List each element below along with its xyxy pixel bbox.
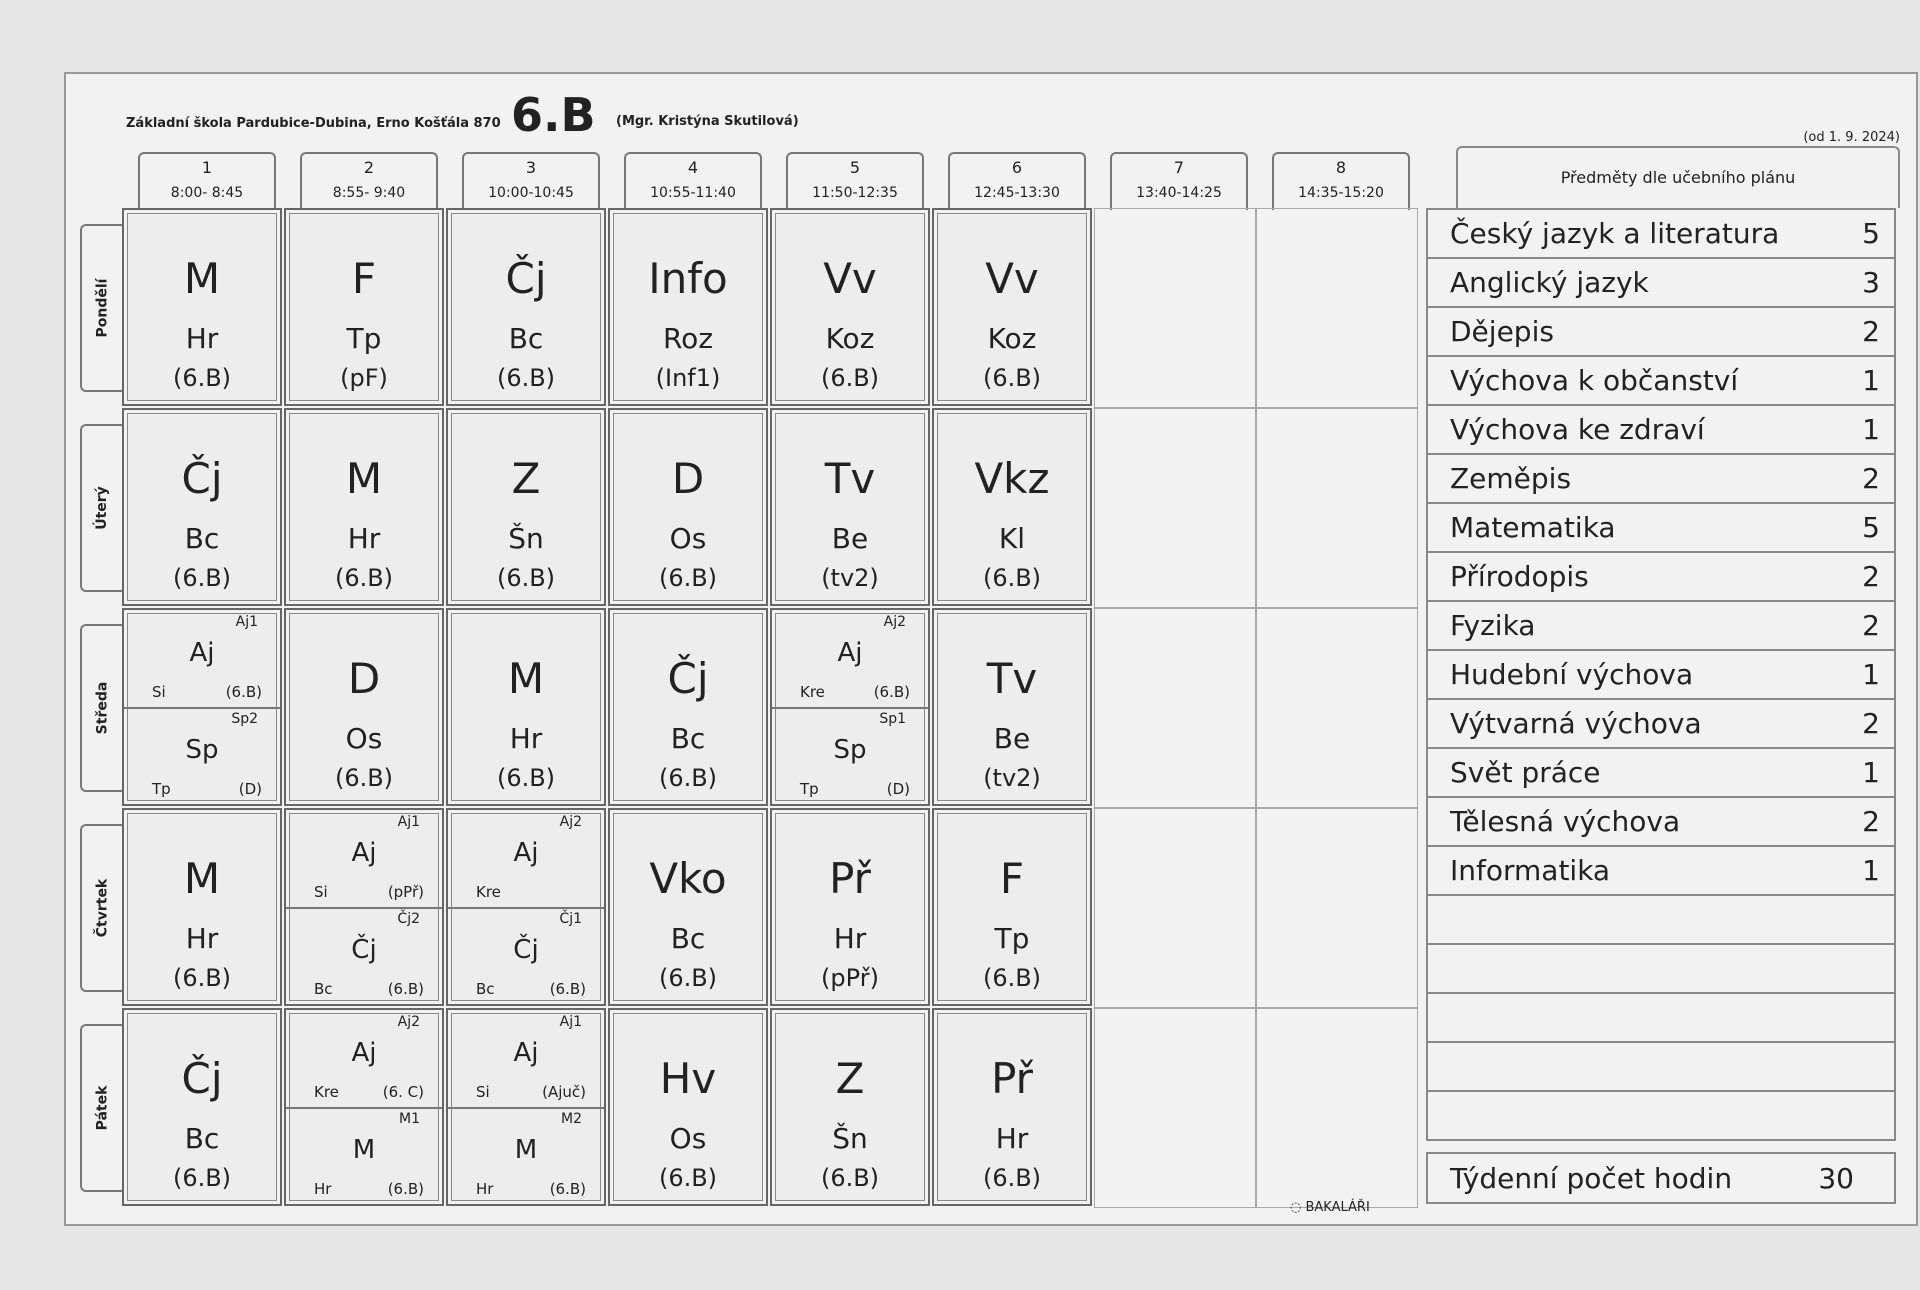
lesson-tue-1: Čj Bc (6.B)	[122, 408, 282, 606]
lesson-fri-6: Př Hr (6.B)	[932, 1008, 1092, 1206]
lesson-wed-1-group-b: Sp2 Sp Tp (D)	[152, 711, 262, 798]
timetable-sheet	[64, 72, 1918, 1226]
lesson-fri-3-group-a: Aj1 Aj Si (Ajuč)	[448, 1010, 604, 1109]
lesson-wed-2: D Os (6.B)	[284, 608, 444, 806]
empty-slot	[1094, 808, 1256, 1008]
subject-row: Tělesná výchova 2	[1426, 798, 1896, 847]
subject-row: Hudební výchova 1	[1426, 651, 1896, 700]
lesson-fri-2-group-b: M1 M Hr (6.B)	[314, 1111, 424, 1198]
lesson-thu-1: M Hr (6.B)	[122, 808, 282, 1006]
lesson-mon-6: Vv Koz (6.B)	[932, 208, 1092, 406]
lesson-wed-6: Tv Be (tv2)	[932, 608, 1092, 806]
class-name: 6.B	[511, 88, 596, 142]
lesson-wed-5-group-a: Aj2 Aj Kre (6.B)	[772, 610, 928, 709]
day-label-tuesday: Úterý	[80, 424, 122, 592]
empty-slot	[1094, 608, 1256, 808]
timetable-grid	[122, 208, 1418, 1208]
day-label-thursday: Čtvrtek	[80, 824, 122, 992]
subject-row-empty	[1426, 945, 1896, 994]
subject-row: Přírodopis 2	[1426, 553, 1896, 602]
lesson-thu-3-group-a: Aj2 Aj Kre	[448, 810, 604, 909]
subject-row-empty	[1426, 994, 1896, 1043]
subject-row: Fyzika 2	[1426, 602, 1896, 651]
lesson-tue-4: D Os (6.B)	[608, 408, 768, 606]
day-label-friday: Pátek	[80, 1024, 122, 1192]
subject-row: Dějepis 2	[1426, 308, 1896, 357]
subject-row: Svět práce 1	[1426, 749, 1896, 798]
lesson-fri-4: Hv Os (6.B)	[608, 1008, 768, 1206]
lesson-mon-3: Čj Bc (6.B)	[446, 208, 606, 406]
lesson-thu-4: Vko Bc (6.B)	[608, 808, 768, 1006]
subject-row-empty	[1426, 896, 1896, 945]
subject-row: Matematika 5	[1426, 504, 1896, 553]
lesson-tue-6: Vkz Kl (6.B)	[932, 408, 1092, 606]
period-header-4: 4 10:55-11:40	[624, 152, 762, 210]
day-label-monday: Pondělí	[80, 224, 122, 392]
period-header-1: 1 8:00- 8:45	[138, 152, 276, 210]
subject-row: Anglický jazyk 3	[1426, 259, 1896, 308]
subject-row-empty	[1426, 1043, 1896, 1092]
school-name: Základní škola Pardubice-Dubina, Erno Košťála 870	[126, 116, 501, 131]
empty-slot	[1256, 608, 1418, 808]
lesson-wed-5-group-b: Sp1 Sp Tp (D)	[800, 711, 910, 798]
lesson-thu-2-group-a: Aj1 Aj Si (pPř)	[286, 810, 442, 909]
bakalari-logo: ◌ BAKALÁŘI	[1290, 1200, 1370, 1215]
subjects-panel	[1426, 146, 1896, 1208]
lesson-mon-2: F Tp (pF)	[284, 208, 444, 406]
lesson-fri-1: Čj Bc (6.B)	[122, 1008, 282, 1206]
lesson-tue-3: Z Šn (6.B)	[446, 408, 606, 606]
lesson-thu-3-group-b: Čj1 Čj Bc (6.B)	[476, 911, 586, 998]
lesson-wed-1-split	[122, 608, 282, 806]
lesson-fri-2-group-a: Aj2 Aj Kre (6. C)	[286, 1010, 442, 1109]
empty-slot	[1094, 1008, 1256, 1208]
period-header-6: 6 12:45-13:30	[948, 152, 1086, 210]
lesson-fri-2-split	[284, 1008, 444, 1206]
lesson-thu-5: Př Hr (pPř)	[770, 808, 930, 1006]
lesson-wed-3: M Hr (6.B)	[446, 608, 606, 806]
lesson-wed-1-group-a: Aj1 Aj Si (6.B)	[124, 610, 280, 709]
day-label-wednesday: Středa	[80, 624, 122, 792]
empty-slot	[1094, 208, 1256, 408]
empty-slot	[1256, 1008, 1418, 1208]
valid-from: (od 1. 9. 2024)	[1803, 130, 1900, 145]
subject-row: Výtvarná výchova 2	[1426, 700, 1896, 749]
weekly-total: Týdenní počet hodin 30	[1426, 1152, 1896, 1204]
empty-slot	[1256, 208, 1418, 408]
lesson-wed-4: Čj Bc (6.B)	[608, 608, 768, 806]
subject-row-empty	[1426, 1092, 1896, 1141]
period-header-2: 2 8:55- 9:40	[300, 152, 438, 210]
empty-slot	[1094, 408, 1256, 608]
subject-row: Výchova k občanství 1	[1426, 357, 1896, 406]
lesson-mon-4: Info Roz (Inf1)	[608, 208, 768, 406]
lesson-thu-2-group-b: Čj2 Čj Bc (6.B)	[314, 911, 424, 998]
subject-row: Výchova ke zdraví 1	[1426, 406, 1896, 455]
lesson-fri-3-group-b: M2 M Hr (6.B)	[476, 1111, 586, 1198]
lesson-fri-3-split	[446, 1008, 606, 1206]
lesson-thu-2-split	[284, 808, 444, 1006]
lesson-mon-1: M Hr (6.B)	[122, 208, 282, 406]
lesson-fri-5: Z Šn (6.B)	[770, 1008, 930, 1206]
lesson-wed-5-split	[770, 608, 930, 806]
subjects-list	[1426, 208, 1896, 1141]
lesson-mon-5: Vv Koz (6.B)	[770, 208, 930, 406]
lesson-tue-5: Tv Be (tv2)	[770, 408, 930, 606]
subject-row: Český jazyk a literatura 5	[1426, 210, 1896, 259]
lesson-tue-2: M Hr (6.B)	[284, 408, 444, 606]
subject-row: Zeměpis 2	[1426, 455, 1896, 504]
empty-slot	[1256, 808, 1418, 1008]
period-header-8: 8 14:35-15:20	[1272, 152, 1410, 210]
logo-icon: ◌	[1290, 1200, 1302, 1215]
class-teacher: (Mgr. Kristýna Skutilová)	[616, 114, 799, 129]
empty-slot	[1256, 408, 1418, 608]
period-header-3: 3 10:00-10:45	[462, 152, 600, 210]
period-header-7: 7 13:40-14:25	[1110, 152, 1248, 210]
lesson-thu-6: F Tp (6.B)	[932, 808, 1092, 1006]
lesson-thu-3-split	[446, 808, 606, 1006]
subjects-header: Předměty dle učebního plánu	[1456, 146, 1900, 208]
subject-row: Informatika 1	[1426, 847, 1896, 896]
period-header-5: 5 11:50-12:35	[786, 152, 924, 210]
